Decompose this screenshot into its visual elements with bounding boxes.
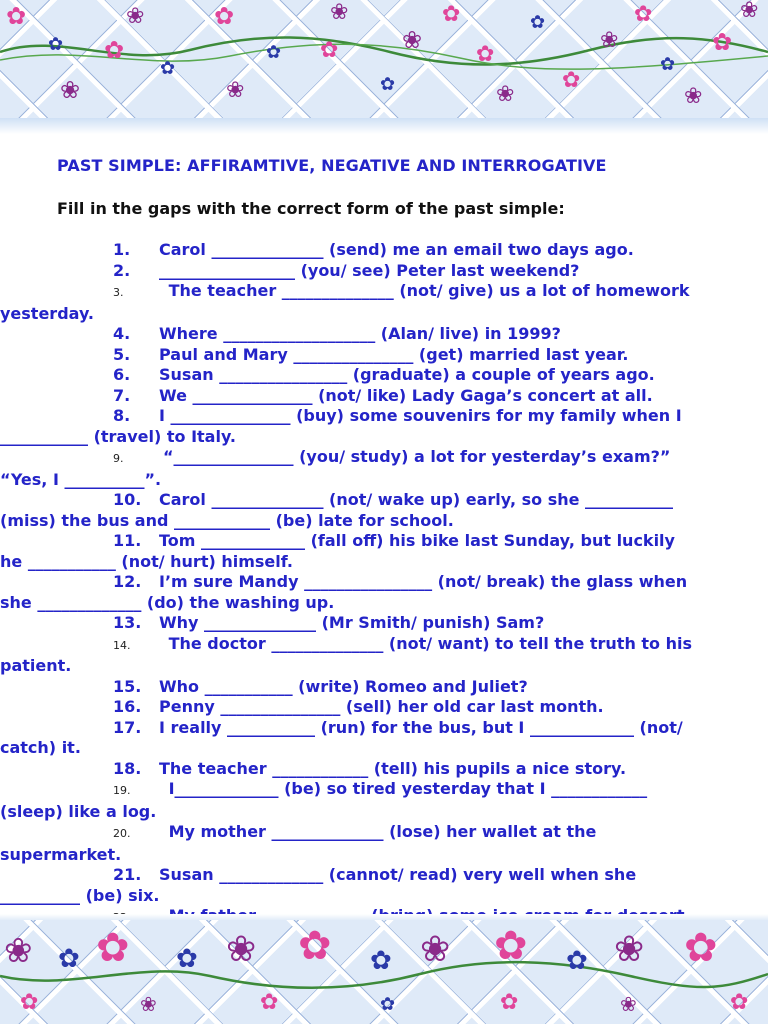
blue-flower-icon: ✿ (48, 34, 64, 55)
bottom-floral-border (0, 920, 768, 1024)
exercise-text: Carol ______________ (not/ wake up) early, so she ___________ (159, 490, 674, 509)
exercise-item (113, 447, 745, 470)
tulip-flower-icon: ❀ (226, 78, 245, 103)
exercise-item-continuation (0, 552, 745, 573)
exercise-item (113, 324, 745, 345)
tulip-flower-icon: ❀ (620, 992, 637, 1016)
exercise-number: 14. (113, 638, 131, 652)
pink-flower-icon: ✿ (96, 925, 130, 971)
pink-flower-icon: ✿ (320, 38, 339, 63)
exercise-text: Paul and Mary _______________ (get) married last year. (159, 344, 629, 364)
exercise-number: 6. (113, 365, 131, 384)
exercise-item-continuation (0, 304, 745, 325)
exercise-text: Why ______________ (Mr Smith/ punish) Sam? (159, 613, 545, 632)
blue-flower-icon: ✿ (266, 42, 282, 63)
exercise-text: My mother ______________ (lose) her wallet at the (163, 822, 597, 841)
exercise-item (113, 677, 745, 698)
exercise-text: The teacher ______________ (not/ give) us a lot of homework (163, 281, 690, 300)
exercise-text: yesterday. (0, 303, 94, 323)
tulip-flower-icon: ❀ (740, 0, 759, 23)
pink-flower-icon: ✿ (104, 36, 125, 64)
pink-flower-icon: ✿ (476, 42, 495, 67)
bottom-flowers (0, 920, 768, 1024)
tulip-flower-icon: ❀ (420, 929, 451, 970)
pink-flower-icon: ✿ (684, 925, 718, 971)
exercise-text: Who ___________ (write) Romeo and Juliet? (159, 676, 528, 696)
exercise-text: We _______________ (not/ like) Lady Gaga’s concert at all. (159, 385, 653, 405)
blue-flower-icon: ✿ (530, 12, 546, 33)
exercise-text: (miss) the bus and ____________ (be) late for school. (0, 510, 454, 530)
exercise-item (113, 572, 745, 593)
exercise-number: 2. (113, 260, 131, 280)
pink-flower-icon: ✿ (712, 28, 733, 56)
exercise-text: Susan ________________ (graduate) a couple of years ago. (159, 365, 655, 384)
exercise-text: _________________ (you/ see) Peter last weekend? (159, 260, 580, 280)
pink-flower-icon: ✿ (214, 2, 235, 30)
top-border-fade (0, 118, 768, 134)
exercise-item-continuation (0, 656, 745, 677)
instructions: Fill in the gaps with the correct form of the past simple: (57, 199, 565, 218)
tulip-flower-icon: ❀ (684, 84, 703, 109)
exercise-text: catch) it. (0, 738, 81, 757)
exercise-item (113, 779, 745, 802)
exercise-text: supermarket. (0, 844, 122, 864)
top-floral-border (0, 0, 768, 118)
exercise-item (113, 490, 745, 511)
exercise-item (113, 386, 745, 407)
exercise-number: 10. (113, 490, 142, 509)
exercise-text: he ___________ (not/ hurt) himself. (0, 551, 293, 571)
worksheet-title: PAST SIMPLE: AFFIRAMTIVE, NEGATIVE AND INTERROGATIVE (57, 156, 607, 175)
pink-flower-icon: ✿ (494, 923, 528, 969)
blue-flower-icon: ✿ (660, 54, 676, 75)
pink-flower-icon: ✿ (562, 68, 581, 93)
pink-flower-icon: ✿ (442, 2, 461, 27)
exercise-number: 15. (113, 676, 142, 696)
exercise-text: Where ___________________ (Alan/ live) in 1999? (159, 324, 561, 343)
exercise-item (113, 345, 745, 366)
exercise-number: 3. (113, 286, 124, 299)
exercise-text: I’m sure Mandy ________________ (not/ break) the glass when (159, 572, 688, 591)
exercise-text: The teacher ____________ (tell) his pupils a nice story. (159, 758, 627, 778)
exercise-item (113, 697, 745, 718)
tulip-flower-icon: ❀ (126, 4, 145, 29)
exercise-number: 7. (113, 385, 131, 405)
exercise-number: 9. (113, 452, 124, 465)
exercise-number: 5. (113, 344, 131, 364)
exercise-number: 13. (113, 613, 142, 632)
exercise-text: Carol ______________ (send) me an email two days ago. (159, 240, 634, 259)
exercise-item (113, 261, 745, 282)
tulip-flower-icon: ❀ (402, 26, 423, 54)
exercise-item (113, 240, 745, 261)
exercise-text: __________ (be) six. (0, 885, 160, 905)
blue-flower-icon: ✿ (566, 946, 588, 976)
exercise-text: patient. (0, 656, 72, 675)
tulip-flower-icon: ❀ (4, 931, 33, 971)
top-flowers (0, 0, 768, 118)
exercise-item (113, 822, 745, 845)
exercise-text: Susan _____________ (cannot/ read) very well when she (159, 865, 637, 884)
exercise-item (113, 281, 745, 304)
exercise-number: 12. (113, 572, 142, 591)
exercise-number: 21. (113, 865, 142, 884)
exercise-item-continuation (0, 427, 745, 448)
exercise-item (113, 718, 745, 739)
exercise-text: “Yes, I __________”. (0, 469, 162, 489)
exercise-item (113, 759, 745, 780)
exercise-item (113, 634, 745, 657)
exercise-item-continuation (0, 738, 745, 759)
blue-flower-icon: ✿ (160, 58, 176, 79)
exercise-list (0, 240, 745, 929)
tulip-flower-icon: ❀ (140, 992, 157, 1016)
pink-flower-icon: ✿ (730, 990, 749, 1015)
tulip-flower-icon: ❀ (614, 929, 645, 970)
exercise-item (113, 613, 745, 634)
exercise-text: “_______________ (you/ study) a lot for yesterday’s exam?” (163, 447, 671, 466)
exercise-text: Tom _____________ (fall off) his bike last Sunday, but luckily (159, 531, 675, 550)
exercise-item-continuation (0, 470, 745, 491)
tulip-flower-icon: ❀ (60, 76, 81, 104)
exercise-number: 18. (113, 758, 142, 778)
exercise-item-continuation (0, 845, 745, 866)
exercise-number: 8. (113, 406, 131, 425)
exercise-text: The doctor ______________ (not/ want) to tell the truth to his (163, 633, 693, 653)
exercise-number: 4. (113, 324, 131, 343)
pink-flower-icon: ✿ (298, 923, 332, 969)
blue-flower-icon: ✿ (370, 946, 392, 976)
tulip-flower-icon: ❀ (226, 929, 257, 970)
exercise-number: 19. (113, 784, 131, 797)
tulip-flower-icon: ❀ (330, 0, 349, 25)
pink-flower-icon: ✿ (500, 990, 519, 1015)
exercise-item-continuation (0, 886, 745, 907)
exercise-text: Penny _______________ (sell) her old car last month. (159, 697, 604, 716)
blue-flower-icon: ✿ (380, 994, 396, 1015)
exercise-number: 17. (113, 717, 142, 737)
blue-flower-icon: ✿ (176, 944, 198, 974)
exercise-item (113, 865, 745, 886)
pink-flower-icon: ✿ (20, 990, 39, 1015)
exercise-text: she _____________ (do) the washing up. (0, 592, 335, 612)
blue-flower-icon: ✿ (58, 944, 80, 974)
tulip-flower-icon: ❀ (496, 82, 515, 107)
pink-flower-icon: ✿ (634, 2, 653, 27)
exercise-text: I_____________ (be) so tired yesterday that I ____________ (163, 779, 648, 798)
blue-flower-icon: ✿ (380, 74, 396, 95)
exercise-item (113, 531, 745, 552)
exercise-text: (sleep) like a log. (0, 801, 157, 821)
exercise-item (113, 365, 745, 386)
exercise-number: 20. (113, 827, 131, 840)
pink-flower-icon: ✿ (260, 990, 279, 1015)
exercise-text: ___________ (travel) to Italy. (0, 426, 236, 446)
tulip-flower-icon: ❀ (600, 28, 619, 53)
exercise-text: I really ___________ (run) for the bus, but I _____________ (not/ (159, 717, 683, 737)
exercise-item-continuation (0, 511, 745, 532)
exercise-item-continuation (0, 593, 745, 614)
exercise-number: 1. (113, 240, 131, 259)
exercise-number: 11. (113, 531, 142, 550)
exercise-item (113, 406, 745, 427)
exercise-number: 16. (113, 697, 142, 716)
exercise-item-continuation (0, 802, 745, 823)
exercise-text: I _______________ (buy) some souvenirs for my family when I (159, 406, 682, 425)
pink-flower-icon: ✿ (6, 2, 27, 30)
